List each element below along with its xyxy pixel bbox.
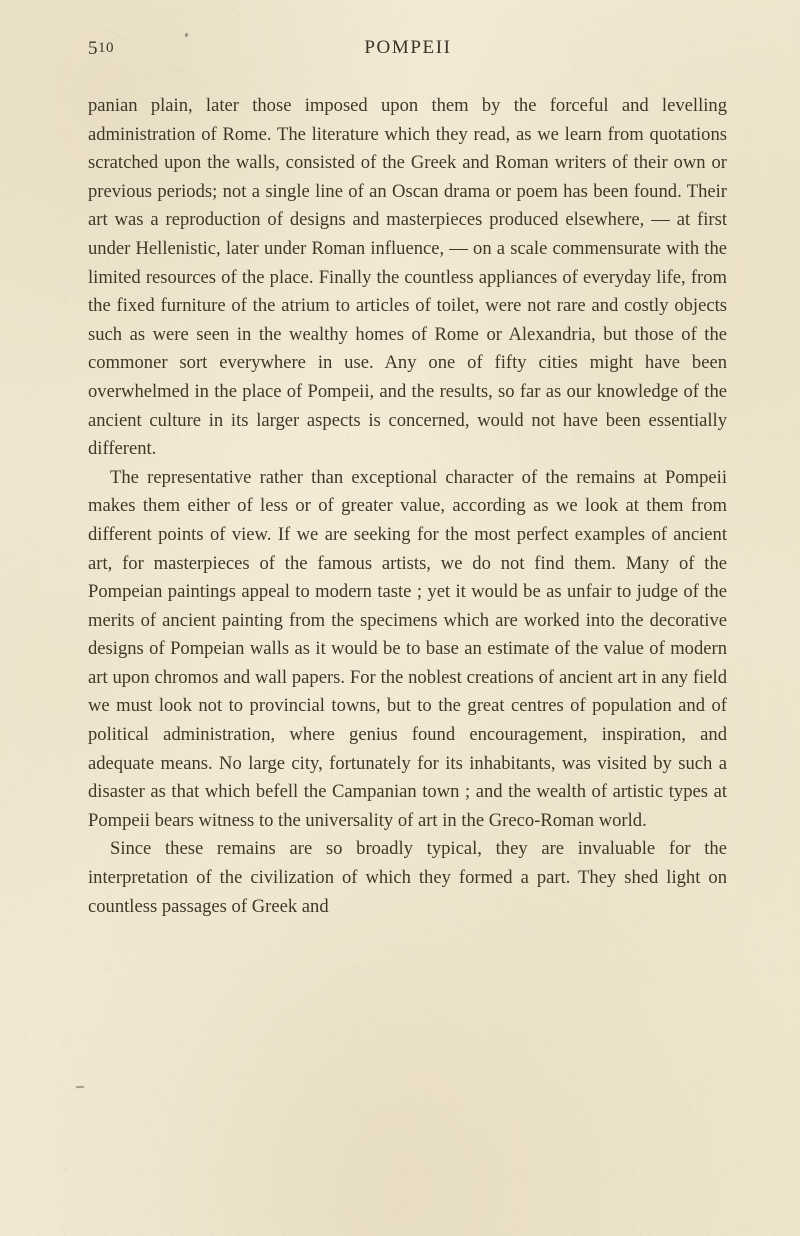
paragraph: The representative rather than exceptional character of the remains at Pompeii makes them either of less or of greater value, according as we look at them from different points of view. If we are seeking for the most perfect examples of ancient art, for masterpieces of the famous artists, we do not find them. Many of the Pompeian paintings appeal to modern taste ; yet it would be as unfair to judge of the merits of ancient painting from the specimens which are worked into the decorative designs of Pompeian walls as it would be to base an estimate of the value of modern art upon chromos and wall papers. For the noblest creations of ancient art in any field we must look not to provincial towns, but to the great centres of population and of political administration, where genius found encouragement, inspiration, and adequate means. No large city, fortunately for its inhabitants, was visited by such a disaster as that which befell the Campanian town ; and the wealth of artistic types at Pompeii bears witness to the universality of art in the Greco-Roman world.: [88, 466, 727, 831]
page-number-xheight-digits: 10: [98, 40, 114, 56]
running-head-title: POMPEII: [364, 37, 452, 58]
margin-stray-mark: [76, 1086, 84, 1088]
body-text-column: [88, 92, 727, 921]
scan-streak: [715, 940, 755, 1021]
paragraph: panian plain, later those imposed upon them by the forceful and levelling administration of Rome. The literature which they read, as we learn from quotations scratched upon the walls, consisted of the Greek and Roman writers of their own or previous periods; not a single line of an Oscan drama or poem has been found. Their art was a reproduction of designs and masterpieces produced elsewhere, — at first under Hellenistic, later under Roman influence, — on a scale commensurate with the limited resources of the place. Finally the countless appliances of everyday life, from the fixed furniture of the atrium to articles of toilet, were not rare and costly objects such as were seen in the wealthy homes of Rome or Alexandria, but those of the commoner sort everywhere in use. Any one of fifty cities might have been overwhelmed in the place of Pompeii, and the results, so far as our knowledge of the ancient culture in its larger aspects is concerned, would not have been essentially different.: [88, 95, 727, 460]
page-number-descending-digits: 5: [88, 38, 98, 59]
paragraph: Since these remains are so broadly typical, they are invaluable for the interpretation of the civilization of which they formed a part. They shed light on countless passages of Greek and: [88, 838, 727, 917]
page-header: [88, 36, 728, 66]
scan-streak: [477, 1133, 506, 1167]
